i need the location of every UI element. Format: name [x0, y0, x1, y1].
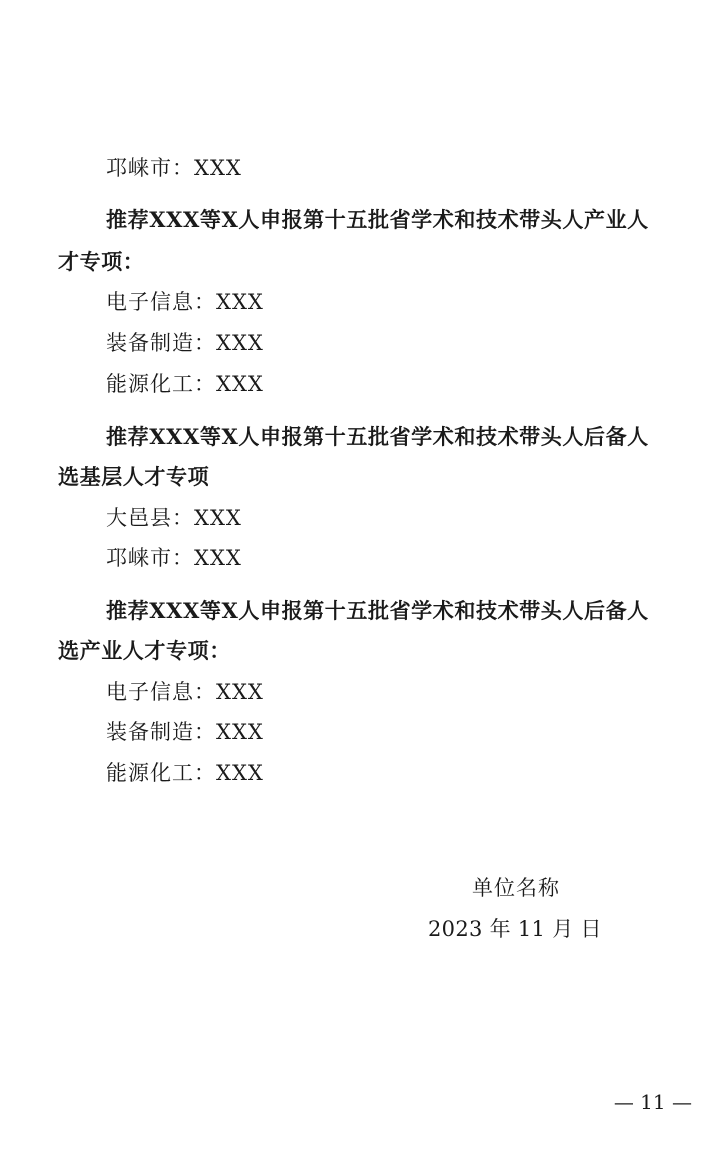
section-heading-continuation: 选基层人才专项	[58, 464, 210, 489]
list-item: 能源化工：XXX	[106, 372, 264, 396]
section-heading-continuation: 选产业人才专项：	[58, 638, 231, 663]
section-heading: 推荐XXX等X人申报第十五批省学术和技术带头人后备人	[106, 598, 649, 623]
signature-date: 2023 年 11 月 日	[428, 917, 602, 941]
section-heading: 推荐XXX等X人申报第十五批省学术和技术带头人后备人	[106, 424, 649, 449]
list-item: 大邑县：XXX	[106, 506, 242, 530]
section-heading-continuation: 才专项：	[58, 249, 145, 274]
list-item: 邛崃市：XXX	[106, 156, 242, 180]
list-item: 装备制造：XXX	[106, 720, 264, 744]
list-item: 装备制造：XXX	[106, 331, 264, 355]
signature-unit-name: 单位名称	[472, 876, 560, 900]
list-item: 电子信息：XXX	[106, 290, 264, 314]
list-item: 电子信息：XXX	[106, 680, 264, 704]
list-item: 邛崃市：XXX	[106, 546, 242, 570]
list-item: 能源化工：XXX	[106, 761, 264, 785]
section-heading: 推荐XXX等X人申报第十五批省学术和技术带头人产业人	[106, 207, 649, 232]
page-number: — 11 —	[613, 1090, 692, 1114]
